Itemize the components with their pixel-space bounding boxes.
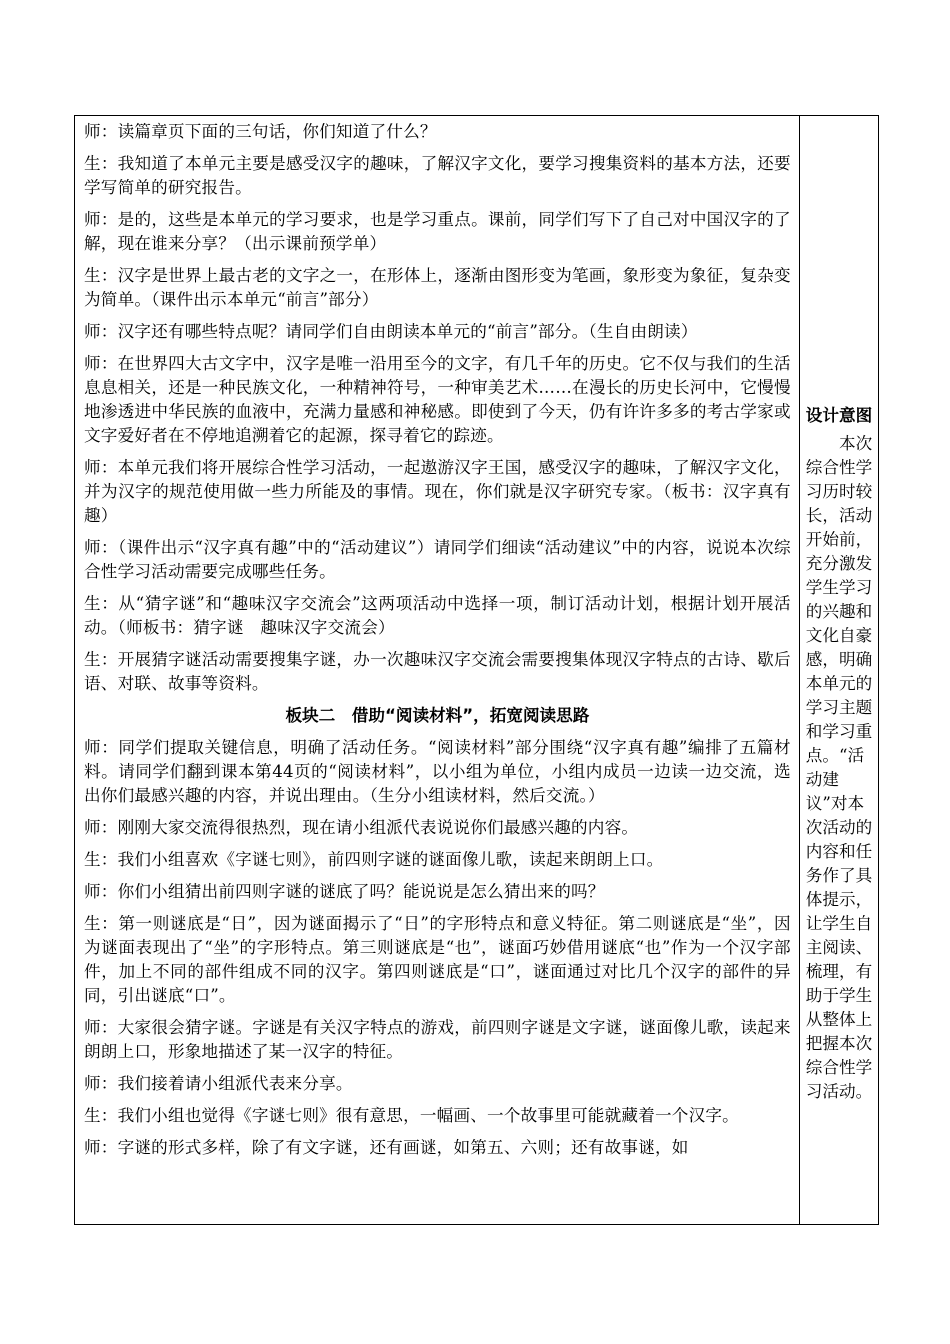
dialogue-paragraph: 师：刚刚大家交流得很热烈，现在请小组派代表说说你们最感兴趣的内容。	[84, 818, 639, 837]
dialogue-paragraph: 师：大家很会猜字谜。字谜是有关汉字特点的游戏，前四则字谜是文字谜，谜面像儿歌，读起来朗朗上口，形象地描述了某一汉字的特征。	[84, 1018, 791, 1061]
dialogue-paragraph: 师：字谜的形式多样，除了有文字谜，还有画谜，如第五、六则；还有故事谜，如	[84, 1138, 689, 1157]
section-heading: 板块二 借助“阅读材料”，拓宽阅读思路	[285, 706, 590, 725]
dialogue-paragraph: 师：同学们提取关键信息，明确了活动任务。“阅读材料”部分围绕“汉字真有趣”编排了五篇材料。请同学们翻到课本第44页的“阅读材料”，以小组为单位，小组内成员一边读一边交流，选出你们最感兴趣的内容，并说出理由。（生分小组读材料，然后交流。）	[84, 738, 791, 805]
dialogue-paragraph: 生：我知道了本单元主要是感受汉字的趣味，了解汉字文化，要学习搜集资料的基本方法，还要学写简单的研究报告。	[84, 154, 791, 197]
dialogue-paragraph: 生：我们小组喜欢《字谜七则》，前四则字谜的谜面像儿歌，读起来朗朗上口。	[84, 850, 664, 869]
dialogue-paragraph: 师：读篇章页下面的三句话，你们知道了什么？	[84, 122, 437, 141]
design-intent-title: 设计意图	[805, 406, 873, 425]
teaching-process-column	[75, 116, 800, 1224]
design-intent-column	[800, 116, 878, 1224]
dialogue-paragraph: 生：开展猜字谜活动需要搜集字谜，办一次趣味汉字交流会需要搜集体现汉字特点的古诗、歇后语、对联、故事等资料。	[84, 650, 791, 693]
dialogue-paragraph: 生：从“猜字谜”和“趣味汉字交流会”这两项活动中选择一项，制订活动计划，根据计划开展活动。（师板书：猜字谜 趣味汉字交流会）	[84, 594, 791, 637]
dialogue-paragraph: 生：我们小组也觉得《字谜七则》很有意思，一幅画、一个故事里可能就藏着一个汉字。	[84, 1106, 739, 1125]
dialogue-paragraph: 师：我们接着请小组派代表来分享。	[84, 1074, 353, 1093]
lesson-plan-table	[74, 115, 879, 1225]
dialogue-paragraph: 师：你们小组猜出前四则字谜的谜底了吗？能说说是怎么猜出来的吗？	[84, 882, 605, 901]
dialogue-paragraph: 师：是的，这些是本单元的学习要求，也是学习重点。课前，同学们写下了自己对中国汉字的了解，现在谁来分享？（出示课前预学单）	[84, 210, 791, 253]
dialogue-paragraph: 师：汉字还有哪些特点呢？请同学们自由朗读本单元的“前言”部分。（生自由朗读）	[84, 322, 698, 341]
dialogue-paragraph: 生：汉字是世界上最古老的文字之一，在形体上，逐渐由图形变为笔画，象形变为象征，复杂变为简单。（课件出示本单元“前言”部分）	[84, 266, 791, 309]
dialogue-paragraph: 生：第一则谜底是“日”，因为谜面揭示了“日”的字形特点和意义特征。第二则谜底是“坐”，因为谜面表现出了“坐”的字形特点。第三则谜底是“也”，谜面巧妙借用谜底“也”作为一个汉字部件，加上不同的部件组成不同的汉字。第四则谜底是“口”，谜面通过对比几个汉字的部件的异同，引出谜底“口”。	[84, 914, 791, 1005]
design-intent-body: 本次综合性学习历时较长，活动开始前，充分激发学生学习的兴趣和文化自豪感，明确本单元的学习主题和学习重点。“活动建议”对本次活动的内容和任务作了具体提示，让学生自主阅读、梳理，有助于学生从整体上把握本次综合性学习活动。	[805, 434, 873, 1101]
dialogue-paragraph: 师：在世界四大古文字中，汉字是唯一沿用至今的文字，有几千年的历史。它不仅与我们的生活息息相关，还是一种民族文化，一种精神符号，一种审美艺术……在漫长的历史长河中，它慢慢地渗透进中华民族的血液中，充满力量感和神秘感。即使到了今天，仍有许许多多的考古学家或文字爱好者在不停地追溯着它的起源，探寻着它的踪迹。	[84, 354, 791, 445]
dialogue-paragraph: 师：本单元我们将开展综合性学习活动，一起遨游汉字王国，感受汉字的趣味，了解汉字文化，并为汉字的规范使用做一些力所能及的事情。现在，你们就是汉字研究专家。（板书：汉字真有趣）	[84, 458, 791, 525]
dialogue-paragraph: 师：（课件出示“汉字真有趣”中的“活动建议”）请同学们细读“活动建议”中的内容，说说本次综合性学习活动需要完成哪些任务。	[84, 538, 791, 581]
design-intent-text	[806, 432, 878, 1104]
